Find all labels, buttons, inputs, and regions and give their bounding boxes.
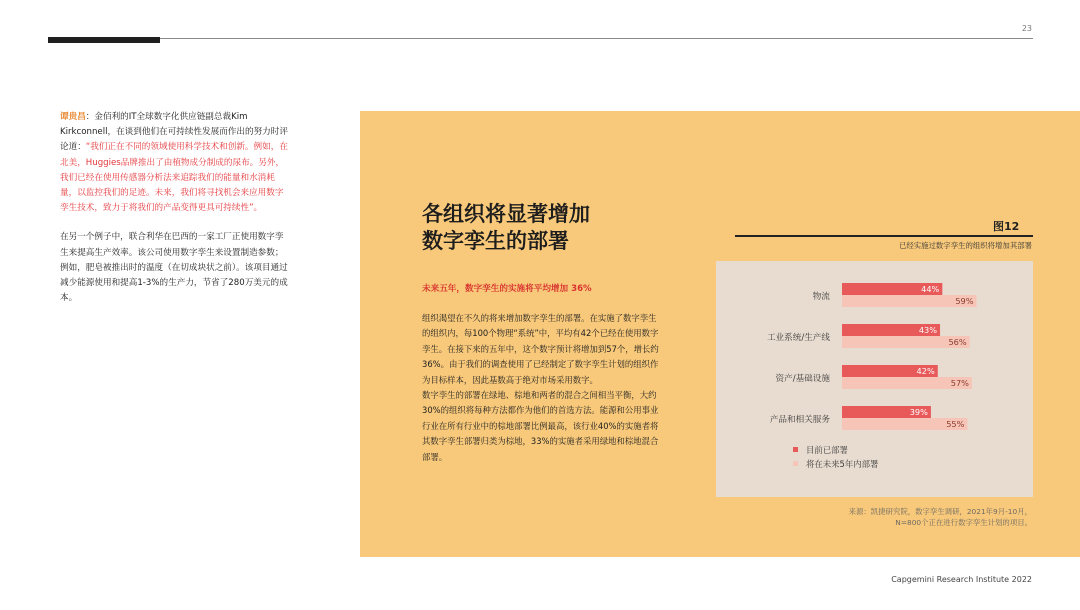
value-label: 43% — [918, 325, 938, 335]
header-rule — [48, 38, 1033, 39]
value-label: 39% — [909, 407, 928, 417]
category-label: 物流 — [812, 292, 830, 302]
value-label: 56% — [948, 337, 967, 347]
source-line-2: N=800个正在进行数字孪生计划的项目。 — [895, 518, 1032, 527]
body-paragraph-1: 组织渴望在不久的将来增加数字孪生的部署。在实施了数字孪生的组织内，每100个物理“系统”中，平均有42个已经在使用数字孪生。在接下来的五年中，这个数字预计将增加到57个，增长约 36%。由于我们的调查使用了已经制定了数字孪生计划的组织作为目标样本，因此基数高于绝对市场采用数字。 — [422, 313, 659, 385]
category-label: 工业系统/生产线 — [766, 333, 830, 343]
quote-text: “我们正在不同的领域使用科学技术和创新。例如，在北美，Huggies品牌推出了由植物成分制成的尿布。另外，我们已经在使用传感器分析法来追踪我们的能量和水消耗量，以监控我们的足迹。未来，我们将寻找机会来应用数字孪生技术，致力于将我们的产品变得更具可持续性”。 — [60, 142, 288, 214]
figure-source — [732, 506, 1032, 528]
panel-body — [422, 311, 662, 465]
value-label: 59% — [955, 296, 974, 306]
figure-subtitle: 已经实施过数字孪生的组织将增加其部署 — [898, 241, 1032, 250]
category-label: 资产/基础设施 — [775, 374, 830, 384]
bar-chart — [716, 261, 1033, 497]
header-accent-bar — [48, 37, 160, 43]
chart-container — [716, 261, 1033, 497]
left-column — [60, 110, 288, 320]
value-label: 55% — [946, 419, 965, 429]
speaker-name: 谭贵昌 — [60, 112, 86, 122]
legend-label: 将在未来5年内部署 — [806, 459, 879, 469]
example-paragraph: 在另一个例子中，联合利华在巴西的一家工厂正使用数字孪生来提高生产效率。该公司使用数字孪生来设置制造参数；例如，肥皂被推出时的温度（在切成块状之前）。该项目通过减少能源使用和提高1-3%的生产力，节省了280万美元的成本。 — [60, 232, 288, 304]
highlight-stat: 未来五年，数字孪生的实施将平均增加 36% — [422, 284, 592, 294]
value-label: 57% — [950, 378, 969, 388]
value-label: 44% — [921, 284, 940, 294]
source-line-1: 来源：凯捷研究院，数字孪生调研，2021年9月-10月， — [848, 507, 1032, 516]
category-label: 产品和相关服务 — [769, 415, 830, 425]
headline-line-1: 各组织将显著增加 — [422, 202, 590, 226]
page-number: 23 — [1021, 24, 1032, 33]
footer-credit: Capgemini Research Institute 2022 — [891, 575, 1032, 584]
body-paragraph-2: 数字孪生的部署在绿地、棕地和两者的混合之间相当平衡，大约30%的组织将每种方法都作为他们的首选方法。能源和公用事业行业在所有行业中的棕地部署比例最高，该行业40%的实施者将其数字孪生部署归类为棕地，33%的实施者采用绿地和棕地混合部署。 — [422, 390, 659, 462]
legend-swatch — [793, 447, 798, 452]
headline-line-2: 数字孪生的部署 — [422, 229, 569, 253]
legend-swatch — [793, 461, 798, 466]
figure-title: 图12 — [993, 220, 1020, 233]
quote-intro: ：金佰利的IT全球数字化供应链副总裁Kim Kirkconnell，在谈到他们在可持续性发展而作出的努力时评论道： — [60, 112, 288, 153]
legend-label: 目前已部署 — [806, 445, 848, 455]
panel-headline — [422, 201, 662, 255]
quote-paragraph — [60, 110, 288, 216]
figure-rule — [735, 235, 1033, 237]
feature-panel — [360, 111, 1080, 557]
value-label: 42% — [916, 366, 935, 376]
